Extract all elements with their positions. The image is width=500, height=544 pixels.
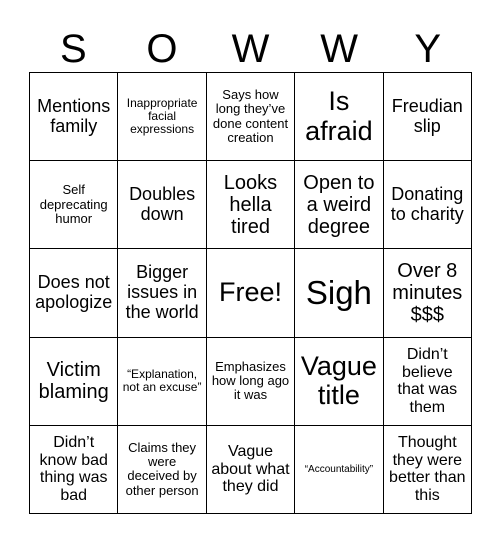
bingo-cell-r5c2[interactable] bbox=[118, 426, 206, 514]
cell-label: Didn’t know bad thing was bad bbox=[39, 434, 108, 504]
cell-label: Self deprecating humor bbox=[39, 182, 108, 226]
bingo-cell-r3c2[interactable] bbox=[118, 249, 206, 337]
cell-label: Didn’t believe that was them bbox=[397, 346, 458, 416]
bingo-cell-r3c1[interactable] bbox=[30, 249, 118, 337]
cell-label: “Explanation, not an excuse” bbox=[122, 367, 202, 395]
cell-label: Is afraid bbox=[305, 85, 373, 146]
bingo-cell-r1c3[interactable] bbox=[207, 73, 295, 161]
header-letter-2: O bbox=[146, 27, 178, 71]
bingo-cell-r5c5[interactable] bbox=[384, 426, 472, 514]
cell-label: Donating to charity bbox=[390, 183, 464, 224]
bingo-cell-r4c1[interactable] bbox=[30, 338, 118, 426]
bingo-cell-r1c1[interactable] bbox=[30, 73, 118, 161]
cell-label: Sigh bbox=[305, 273, 372, 311]
bingo-cell-r3c5[interactable] bbox=[384, 249, 472, 337]
header-letter-5: Y bbox=[414, 27, 442, 71]
bingo-cell-r4c5[interactable] bbox=[384, 338, 472, 426]
cell-label: Free! bbox=[218, 277, 282, 308]
bingo-cell-r1c2[interactable] bbox=[118, 73, 206, 161]
bingo-cell-r2c4[interactable] bbox=[295, 161, 383, 249]
bingo-cell-r4c3[interactable] bbox=[207, 338, 295, 426]
bingo-cell-r1c5[interactable] bbox=[384, 73, 472, 161]
bingo-cell-r2c2[interactable] bbox=[118, 161, 206, 249]
cell-label: Claims they were deceived by other person bbox=[125, 439, 199, 498]
bingo-cell-r4c4[interactable] bbox=[295, 338, 383, 426]
bingo-cell-r2c1[interactable] bbox=[30, 161, 118, 249]
bingo-cell-r3c4[interactable] bbox=[295, 249, 383, 337]
cell-label: Doubles down bbox=[129, 183, 196, 224]
cell-label: Bigger issues in the world bbox=[125, 262, 199, 322]
bingo-cell-r4c2[interactable] bbox=[118, 338, 206, 426]
cell-label: Inappropriate facial expressions bbox=[126, 95, 198, 137]
header-letter-3: W bbox=[231, 27, 270, 71]
cell-label: Thought they were better than this bbox=[389, 434, 466, 504]
cell-label: Open to a weird degree bbox=[303, 171, 375, 238]
cell-label: Looks hella tired bbox=[223, 171, 278, 238]
bingo-cell-r1c4[interactable] bbox=[295, 73, 383, 161]
cell-label: Mentions family bbox=[37, 95, 111, 136]
header-letter-4: W bbox=[320, 27, 358, 71]
cell-label: Over 8 minutes $$$ bbox=[392, 259, 463, 326]
cell-label: “Accountability” bbox=[304, 463, 374, 475]
header-letter-1: S bbox=[59, 27, 87, 71]
bingo-cell-r3c3[interactable] bbox=[207, 249, 295, 337]
bingo-cell-r2c5[interactable] bbox=[384, 161, 472, 249]
bingo-cell-r5c3[interactable] bbox=[207, 426, 295, 514]
cell-label: Vague about what they did bbox=[211, 443, 290, 496]
cell-label: Does not apologize bbox=[35, 272, 113, 312]
cell-label: Freudian slip bbox=[391, 95, 463, 136]
bingo-cell-r5c4[interactable] bbox=[295, 426, 383, 514]
cell-label: Victim blaming bbox=[38, 359, 109, 404]
bingo-cell-r5c1[interactable] bbox=[30, 426, 118, 514]
bingo-cell-r2c3[interactable] bbox=[207, 161, 295, 249]
cell-label: Says how long they’ve done content creation bbox=[212, 87, 289, 145]
bingo-header bbox=[29, 26, 472, 72]
cell-label: Vague title bbox=[300, 350, 377, 411]
cell-label: Emphasizes how long ago it was bbox=[211, 358, 290, 403]
bingo-board bbox=[29, 72, 472, 514]
